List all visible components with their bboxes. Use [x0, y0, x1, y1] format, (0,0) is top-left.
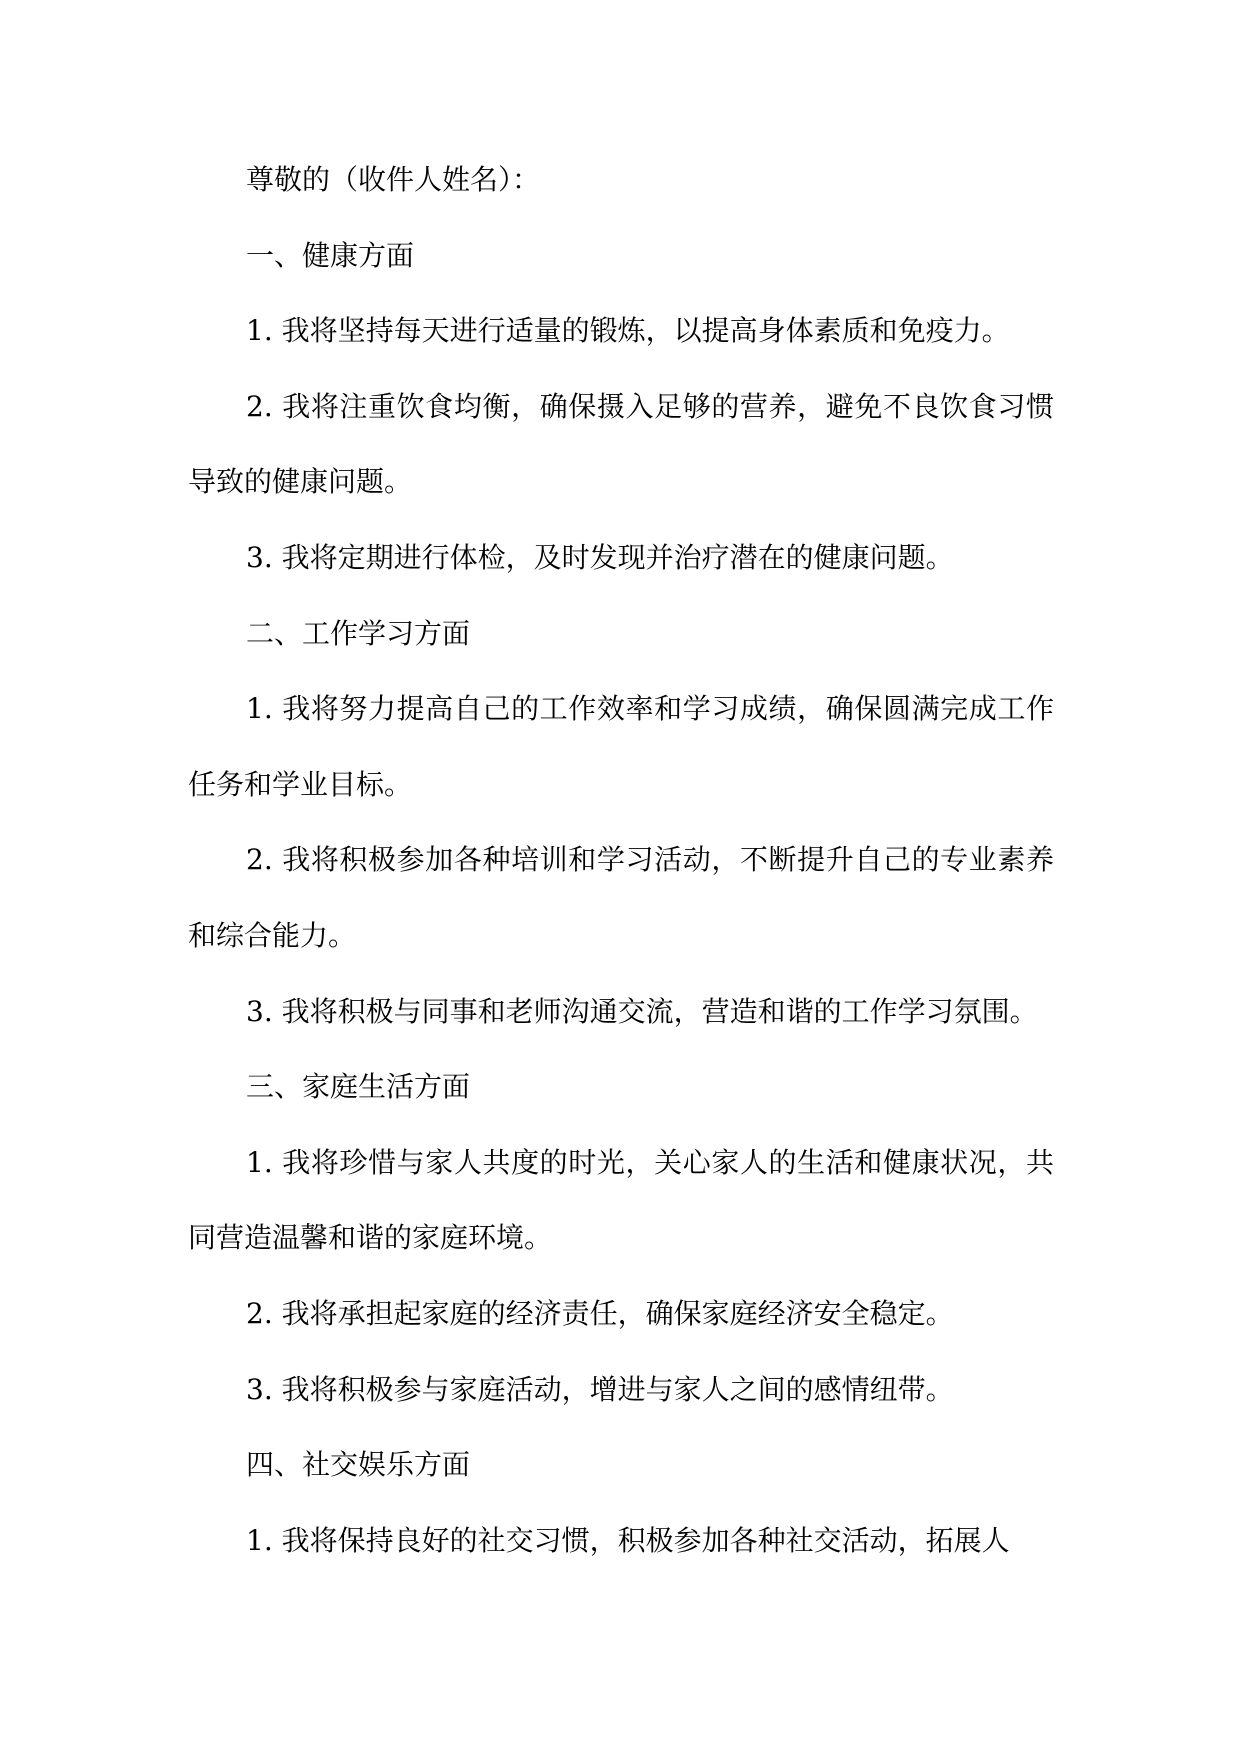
health-item-3: 3. 我将定期进行体检，及时发现并治疗潜在的健康问题。	[246, 540, 954, 574]
social-item-1: 1. 我将保持良好的社交习惯，积极参加各种社交活动，拓展人	[246, 1523, 1010, 1557]
document-body	[188, 142, 1054, 1578]
section-heading-work-study: 二、工作学习方面	[246, 616, 471, 650]
work-study-item-2: 2. 我将积极参加各种培训和学习活动，不断提升自己的专业素养和综合能力。	[188, 843, 1054, 952]
health-item-2: 2. 我将注重饮食均衡，确保摄入足够的营养，避免不良饮食习惯导致的健康问题。	[188, 389, 1054, 499]
salutation: 尊敬的（收件人姓名）：	[246, 163, 541, 196]
family-item-2: 2. 我将承担起家庭的经济责任，确保家庭经济安全稳定。	[246, 1296, 954, 1330]
family-item-1: 1. 我将珍惜与家人共度的时光，关心家人的生活和健康状况，共同营造温馨和谐的家庭环境。	[188, 1145, 1054, 1255]
work-study-item-1: 1. 我将努力提高自己的工作效率和学习成绩，确保圆满完成工作任务和学业目标。	[188, 692, 1054, 801]
section-heading-family: 三、家庭生活方面	[246, 1070, 471, 1104]
family-item-3: 3. 我将积极参与家庭活动，增进与家人之间的感情纽带。	[246, 1372, 954, 1406]
work-study-item-3: 3. 我将积极与同事和老师沟通交流，营造和谐的工作学习氛围。	[246, 994, 1038, 1028]
section-heading-health: 一、健康方面	[246, 238, 415, 272]
section-heading-social: 四、社交娱乐方面	[246, 1448, 471, 1482]
health-item-1: 1. 我将坚持每天进行适量的锻炼，以提高身体素质和免疫力。	[246, 314, 1010, 348]
